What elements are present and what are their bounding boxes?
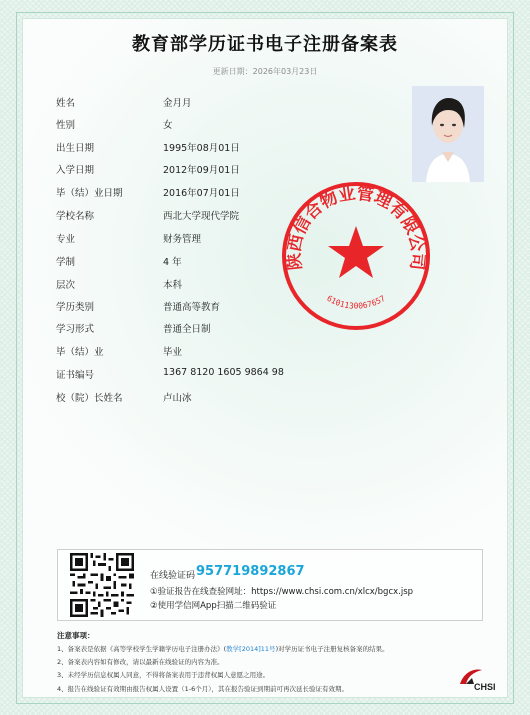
field-value: 2012年09月01日: [163, 165, 240, 176]
field-value: 财务管理: [163, 234, 202, 245]
field-value: 4 年: [163, 257, 182, 268]
verification-url-instruction: ①验证报告在线查验网址：https://www.chsi.com.cn/xlcx/bgcx.jsp: [150, 587, 414, 597]
note-text: 1、备案表是依据《高等学校学生学籍学历电子注册办法》(: [57, 645, 227, 653]
field-value: 普通全日制: [163, 324, 211, 335]
field-value: 普通高等教育: [163, 302, 221, 313]
field-label: 学校名称: [56, 211, 95, 222]
field-label: 校（院）长姓名: [56, 393, 123, 404]
note-item-3: 3、未经学历信息权属人同意，不得将备案表用于违背权属人意愿之用途。: [57, 671, 270, 679]
chsi-logo: [452, 664, 500, 694]
field-label: 证书编号: [56, 370, 95, 381]
field-label: 入学日期: [56, 165, 95, 176]
field-label: 出生日期: [56, 143, 95, 154]
seal-number: 6101130067657: [325, 293, 387, 311]
field-label: 学制: [56, 257, 76, 268]
seal-text: 陕西信合物业管理有限公司: [284, 183, 428, 272]
note-item-1: [57, 644, 389, 653]
verification-app-instruction: ②使用学信网App扫描二维码验证: [150, 601, 277, 611]
note-text: )对学历证书电子注册复核备案的结果。: [275, 645, 389, 653]
regulation-link[interactable]: 教学[2014]11号: [226, 645, 276, 653]
field-label: 层次: [56, 280, 76, 291]
field-label: 学历类别: [56, 302, 95, 313]
field-value: 1367 8120 1605 9864 98: [163, 367, 284, 378]
note-item-2: 2、备案表内容如有修改，请以最新在线验证的内容为准。: [57, 658, 224, 666]
field-label: 学习形式: [56, 324, 95, 335]
field-value: 1995年08月01日: [163, 143, 240, 154]
field-value: 西北大学现代学院: [163, 211, 240, 222]
seal-star-icon: [328, 226, 384, 278]
updated-date: 更新日期：2026年03月23日: [212, 67, 318, 76]
field-value: 本科: [163, 280, 183, 291]
field-value: 毕业: [163, 347, 183, 358]
verification-code-label: 在线验证码: [150, 571, 196, 581]
document-title: 教育部学历证书电子注册备案表: [132, 34, 398, 55]
company-seal: [278, 178, 434, 334]
notes-title: 注意事项：: [57, 631, 95, 640]
field-value: 卢山冰: [163, 393, 192, 404]
svg-text:6101130067657: [325, 294, 387, 311]
qr-code-icon[interactable]: [70, 553, 134, 617]
chsi-logo-text: CHSI: [474, 682, 496, 692]
field-value: 金月月: [163, 98, 192, 109]
field-value: 2016年07月01日: [163, 188, 240, 199]
field-label: 姓名: [56, 98, 76, 109]
field-value: 女: [163, 120, 173, 131]
field-label: 专业: [56, 234, 76, 245]
field-label: 毕（结）业: [56, 347, 104, 358]
field-label: 毕（结）业日期: [56, 188, 123, 199]
student-photo: [412, 86, 484, 182]
field-label: 性别: [56, 120, 76, 131]
verification-code: 957719892867: [196, 564, 305, 579]
note-item-4: 4、报告在线验证有效期由报告权属人设置（1-6个月），其在报告验证到期前可再次延长验证有效期。: [57, 685, 349, 693]
